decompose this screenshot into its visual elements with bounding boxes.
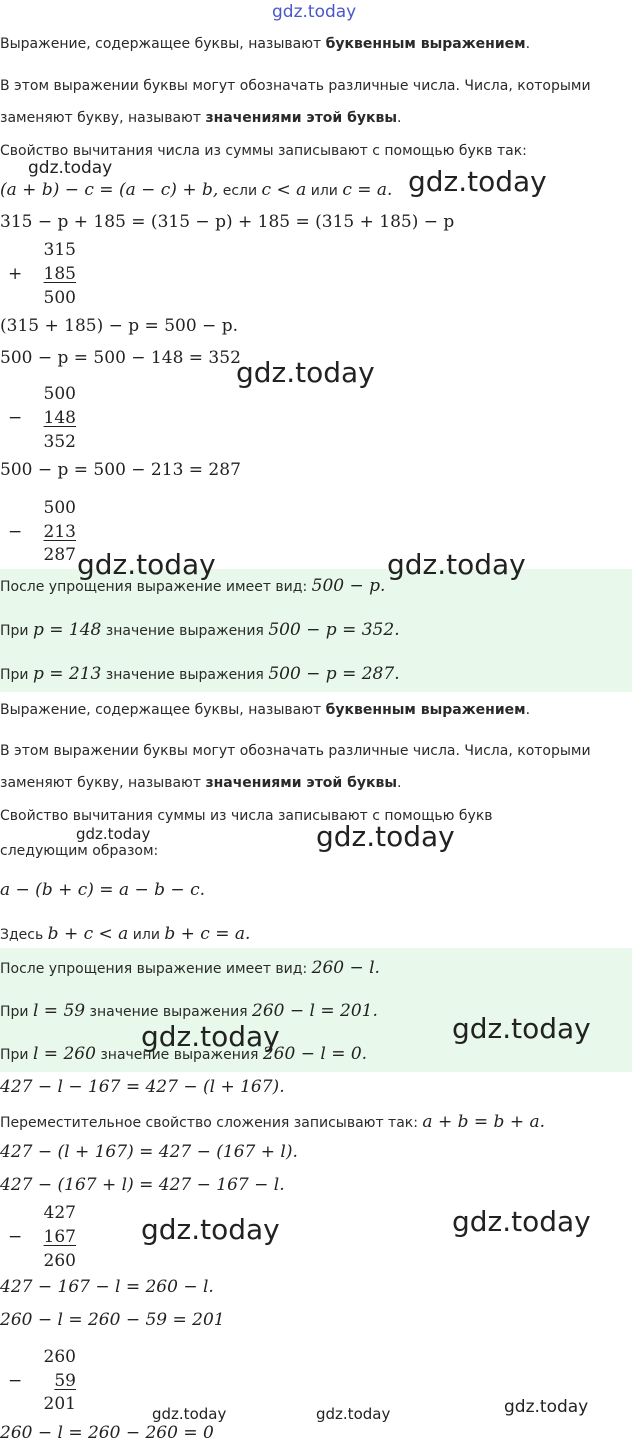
condition-math: b + c = a. <box>164 924 251 944</box>
watermark: gdz.today <box>452 1205 591 1238</box>
commutative-text: Переместительное свойство сложения записывают так: <box>0 1115 423 1131</box>
answer-line <box>0 1044 367 1064</box>
watermark: gdz.today <box>316 1405 391 1423</box>
answer-line <box>0 576 385 596</box>
column-mid: 213 <box>43 522 76 542</box>
answer-math: 260 − l = 0. <box>262 1044 368 1064</box>
definition-text <box>0 36 530 52</box>
answer-text: После упрощения выражение имеет вид: <box>0 579 312 595</box>
answer-math: 500 − p = 352. <box>268 620 400 640</box>
equation: 427 − 167 − l = 260 − l. <box>0 1277 214 1297</box>
paragraph-line <box>0 775 402 791</box>
definition-text <box>0 702 530 718</box>
property-text: Свойство вычитания суммы из числа записывают с помощью букв <box>0 808 493 824</box>
column-top: 315 <box>43 240 76 260</box>
column-top: 500 <box>43 384 76 404</box>
column-result: 500 <box>43 288 76 308</box>
answer-line <box>0 1001 378 1021</box>
condition-text: или <box>128 927 165 943</box>
watermark: gdz.today <box>504 1397 589 1417</box>
watermark: gdz.today <box>408 165 547 198</box>
watermark: gdz.today <box>141 1020 280 1053</box>
formula-condition <box>0 924 250 944</box>
column-top: 260 <box>43 1347 76 1367</box>
paragraph-term: значениями этой буквы <box>205 775 398 791</box>
column-sign: − <box>8 1371 23 1391</box>
column-result: 260 <box>43 1251 76 1271</box>
paragraph-prefix: заменяют букву, называют <box>0 110 206 126</box>
commutative-math: a + b = b + a. <box>422 1112 546 1132</box>
column-mid: 59 <box>54 1371 76 1391</box>
answer-math: l = 59 <box>32 1001 86 1021</box>
answer-math: l = 260 <box>32 1044 96 1064</box>
formula-math: (a + b) − c = (a − c) + b, <box>0 180 219 200</box>
equation: (315 + 185) − p = 500 − p. <box>0 316 238 336</box>
definition-suffix: . <box>525 702 531 718</box>
site-logo[interactable]: gdz.today <box>272 2 357 22</box>
column-sign: + <box>8 264 23 284</box>
equation: 260 − l = 260 − 260 = 0 <box>0 1423 214 1443</box>
paragraph-term: значениями этой буквы <box>205 110 398 126</box>
equation: 500 − p = 500 − 213 = 287 <box>0 460 241 480</box>
equation: 500 − p = 500 − 148 = 352 <box>0 348 241 368</box>
watermark: gdz.today <box>76 825 151 843</box>
paragraph-suffix: . <box>397 775 402 791</box>
equation: 260 − l = 260 − 59 = 201 <box>0 1310 225 1330</box>
answer-text: При <box>0 623 33 639</box>
column-result: 352 <box>43 432 76 452</box>
formula-math: c < a <box>261 180 307 200</box>
answer-text: значение выражения <box>85 1004 253 1020</box>
column-mid: 167 <box>43 1227 76 1247</box>
paragraph-prefix: заменяют букву, называют <box>0 775 206 791</box>
answer-math: p = 213 <box>32 664 102 684</box>
column-sign: − <box>8 522 23 542</box>
answer-math: 500 − p = 287. <box>268 664 400 684</box>
column-result: 201 <box>43 1394 76 1414</box>
answer-text: После упрощения выражение имеет вид: <box>0 961 312 977</box>
paragraph-line: В этом выражении буквы могут обозначать различные числа. Числа, которыми <box>0 743 591 759</box>
answer-text: значение выражения <box>101 623 269 639</box>
column-top: 500 <box>43 498 76 518</box>
watermark: gdz.today <box>77 548 216 581</box>
formula-word: если <box>218 183 262 199</box>
definition-suffix: . <box>525 36 531 52</box>
answer-math: 500 − p. <box>311 576 386 596</box>
formula-word: или <box>306 183 343 199</box>
definition-term: буквенным выражением <box>325 36 526 52</box>
answer-text: При <box>0 1004 33 1020</box>
watermark: gdz.today <box>236 356 375 389</box>
watermark: gdz.today <box>28 158 113 178</box>
condition-text: Здесь <box>0 927 48 943</box>
equation: 427 − l − 167 = 427 − (l + 167). <box>0 1077 285 1097</box>
paragraph-suffix: . <box>397 110 402 126</box>
commutative-line <box>0 1112 545 1132</box>
answer-line <box>0 620 400 640</box>
paragraph-line: В этом выражении буквы могут обозначать различные числа. Числа, которыми <box>0 78 591 94</box>
column-mid: 185 <box>43 264 76 284</box>
column-result: 287 <box>43 545 76 565</box>
watermark: gdz.today <box>316 820 455 853</box>
answer-line <box>0 664 400 684</box>
equation: 427 − (167 + l) = 427 − 167 − l. <box>0 1175 285 1195</box>
formula-math: c = a. <box>342 180 393 200</box>
answer-math: 260 − l = 201. <box>252 1001 378 1021</box>
paragraph-line <box>0 110 402 126</box>
watermark: gdz.today <box>387 548 526 581</box>
answer-text: значение выражения <box>95 1047 263 1063</box>
answer-math: 260 − l. <box>311 958 380 978</box>
watermark: gdz.today <box>141 1213 280 1246</box>
property-text: Свойство вычитания числа из суммы записывают с помощью букв так: <box>0 143 527 159</box>
column-mid: 148 <box>43 408 76 428</box>
column-sign: − <box>8 408 23 428</box>
definition-prefix: Выражение, содержащее буквы, называют <box>0 36 326 52</box>
equation: 427 − (l + 167) = 427 − (167 + l). <box>0 1142 298 1162</box>
property-text: следующим образом: <box>0 843 159 859</box>
watermark: gdz.today <box>452 1012 591 1045</box>
equation: 315 − p + 185 = (315 − p) + 185 = (315 + 185) − p <box>0 212 455 232</box>
formula-line <box>0 180 392 200</box>
watermark: gdz.today <box>152 1405 227 1423</box>
answer-math: p = 148 <box>32 620 102 640</box>
formula-line: a − (b + c) = a − b − c. <box>0 880 206 900</box>
answer-text: При <box>0 1047 33 1063</box>
column-sign: − <box>8 1227 23 1247</box>
condition-math: b + c < a <box>47 924 129 944</box>
definition-prefix: Выражение, содержащее буквы, называют <box>0 702 326 718</box>
column-top: 427 <box>43 1203 76 1223</box>
answer-text: При <box>0 667 33 683</box>
definition-term: буквенным выражением <box>325 702 526 718</box>
answer-text: значение выражения <box>101 667 269 683</box>
answer-line <box>0 958 380 978</box>
